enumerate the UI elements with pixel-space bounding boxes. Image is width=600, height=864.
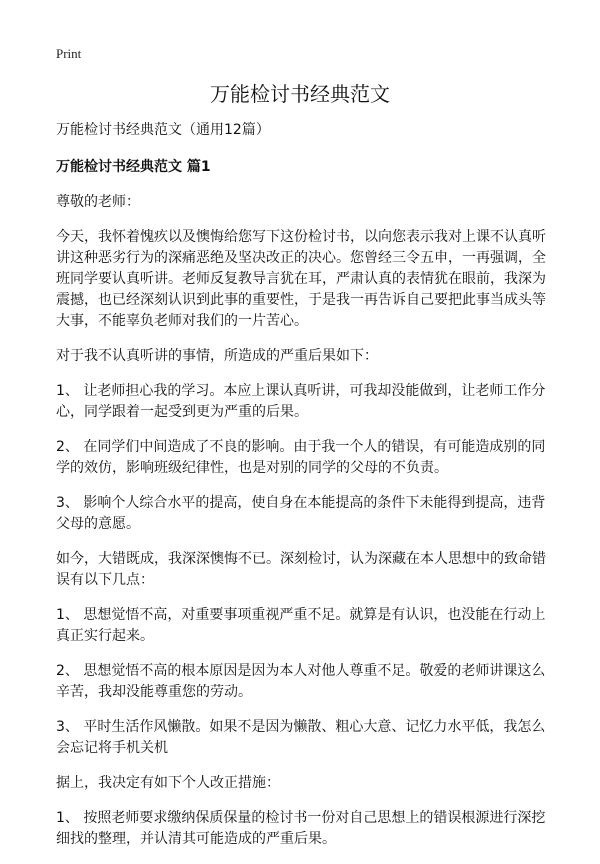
document-body xyxy=(56,120,550,864)
body-paragraph: 今天，我怀着愧疚以及懊悔给您写下这份检讨书，以向您表示我对上课不认真听讲这种恶劣行为的深痛恶绝及坚决改正的决心。您曾经三令五申，一再强调，全班同学要认真听讲。老师反复教导言犹在耳，严肃认真的表情犹在眼前，我深为震撼，也已经深刻认识到此事的重要性，于是我一再告诉自己要把此事当成头等大事，不能辜负老师对我们的一片苦心。 xyxy=(56,229,546,329)
list-item: 2、 思想觉悟不高的根本原因是因为本人对他人尊重不足。敬爱的老师讲课这么辛苦，我却没能尊重您的劳动。 xyxy=(56,663,546,700)
list-item: 1、 让老师担心我的学习。本应上课认真听讲，可我却没能做到，让老师工作分心，同学跟着一起受到更为严重的后果。 xyxy=(56,383,546,420)
body-paragraph: 如今，大错既成，我深深懊悔不已。深刻检讨，认为深藏在本人思想中的致命错误有以下几点： xyxy=(56,551,546,588)
list-item: 3、 平时生活作风懒散。如果不是因为懒散、粗心大意、记忆力水平低，我怎么会忘记将手机关机 xyxy=(56,719,546,756)
list-item: 1、 按照老师要求缴纳保质保量的检讨书一份对自己思想上的错误根源进行深挖细找的整理，并认清其可能造成的严重后果。 xyxy=(56,810,546,847)
list-item: 1、 思想觉悟不高，对重要事项重视严重不足。就算是有认识，也没能在行动上真正实行起来。 xyxy=(56,607,546,644)
salutation: 尊敬的老师： xyxy=(56,194,140,210)
body-paragraph: 据上，我决定有如下个人改正措施： xyxy=(56,775,280,791)
list-item: 2、 在同学们中间造成了不良的影响。由于我一个人的错误，有可能造成别的同学的效仿，影响班级纪律性，也是对别的同学的父母的不负责。 xyxy=(56,439,546,476)
document-title: 万能检讨书经典范文 xyxy=(210,82,390,106)
list-item: 3、 影响个人综合水平的提高，使自身在本能提高的条件下未能得到提高，违背父母的意愿。 xyxy=(56,495,546,532)
document-subtitle: 万能检讨书经典范文（通用12篇） xyxy=(56,122,270,138)
section-heading: 万能检讨书经典范文 篇1 xyxy=(56,159,211,175)
body-paragraph: 对于我不认真听讲的事情，所造成的严重后果如下： xyxy=(56,348,378,364)
print-label: Print xyxy=(56,46,82,61)
